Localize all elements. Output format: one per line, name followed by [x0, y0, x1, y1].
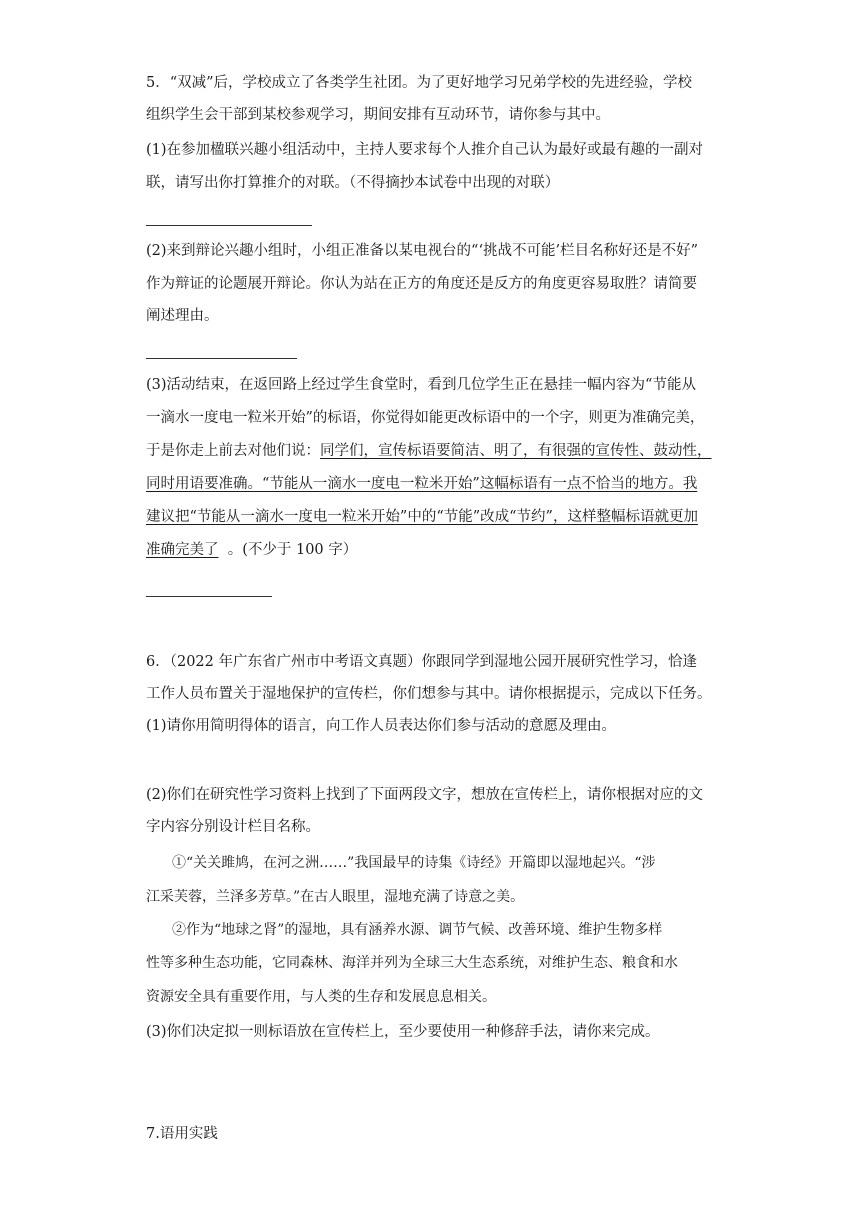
q5-part2-line-1: (2)来到辩论兴趣小组时，小组正准备以某电视台的“‘挑战不可能’栏目名称好还是不好”: [146, 243, 699, 259]
q5-part2-line-3: 阐述理由。: [146, 308, 219, 324]
q6-quote1-line-2: 江采芙蓉，兰泽多芳草。”在古人眼里，湿地充满了诗意之美。: [146, 889, 525, 905]
q6-part2-line-2: 字内容分别设计栏目名称。: [146, 819, 320, 835]
q5-part3-answer-line-3: 建议把“节能从一滴水一度电一粒米开始”中的“节能”改成“节约”，这样整幅标语就更加: [146, 509, 698, 525]
q5-part3-answer-underlined: 同学们，宣传标语要简洁、明了，有很强的宣传性、鼓动性，: [320, 443, 712, 459]
q6-quote2-line-2: 性等多种生态功能，它同森林、海洋并列为全球三大生态系统，对维护生态、粮食和水: [146, 955, 678, 971]
q5-part3-answer-line[interactable]: [146, 596, 272, 597]
q6-part2-line-1: (2)你们在研究性学习资料上找到了下面两段文字，想放在宣传栏上，请你根据对应的文: [146, 787, 704, 803]
q5-part3-word-requirement: 。(不少于 100 字）: [227, 542, 358, 558]
q6-stem-line-2: 工作人员布置关于湿地保护的宣传栏，你们想参与其中。请你根据提示，完成以下任务。: [146, 686, 712, 702]
q5-part1-answer-line[interactable]: [146, 225, 312, 226]
q6-part3: (3)你们决定拟一则标语放在宣传栏上，至少要使用一种修辞手法，请你来完成。: [146, 1024, 660, 1040]
q6-stem-line-1: 6．（2022 年广东省广州市中考语文真题）你跟同学到湿地公园开展研究性学习，恰逢: [146, 654, 697, 670]
q5-stem-line-1: 5．“双减”后，学校成立了各类学生社团。为了更好地学习兄弟学校的先进经验，学校: [146, 75, 693, 91]
q6-quote2-line-1: ②作为“地球之肾”的湿地，具有涵养水源、调节气候、改善环境、维护生物多样: [172, 922, 663, 938]
q5-part1-line-1: (1)在参加楹联兴趣小组活动中，主持人要求每个人推介自己认为最好或最有趣的一副对: [146, 142, 704, 158]
q5-part3-line-1: (3)活动结束，在返回路上经过学生食堂时，看到几位学生正在悬挂一幅内容为“节能从: [146, 377, 696, 393]
q6-quote2-line-3: 资源安全具有重要作用，与人类的生存和发展息息相关。: [146, 989, 496, 1005]
q5-part3-line-3: [146, 441, 712, 461]
q5-stem-line-2: 组织学生会干部到某校参观学习，期间安排有互动环节，请你参与其中。: [146, 107, 610, 123]
q6-quote1-line-1: ①“关关雎鸠，在河之洲……”我国最早的诗集《诗经》开篇即以湿地起兴。“涉: [172, 855, 656, 871]
q5-part3-answer-line-2: 同时用语要准确。“节能从一滴水一度电一粒米开始”这幅标语有一点不恰当的地方。我: [146, 476, 698, 492]
q5-part3-answer-underlined-end: 准确完美了: [146, 542, 219, 558]
q5-part2-answer-line[interactable]: [146, 358, 297, 359]
q5-part3-line-3-plain: 于是你走上前去对他们说：: [146, 443, 320, 459]
q5-part3-line-2: 一滴水一度电一粒米开始”的标语，你觉得如能更改标语中的一个字，则更为准确完美，: [146, 410, 705, 426]
q7-title: 7.语用实践: [146, 1126, 218, 1142]
q5-part2-line-2: 作为辩证的论题展开辩论。你认为站在正方的角度还是反方的角度更容易取胜？请简要: [146, 276, 697, 292]
q5-part1-line-2: 联，请写出你打算推介的对联。（不得摘抄本试卷中出现的对联）: [146, 175, 560, 191]
q5-part3-line-6: [146, 540, 357, 560]
q6-part1: (1)请你用简明得体的语言，向工作人员表达你们参与活动的意愿及理由。: [146, 718, 617, 734]
